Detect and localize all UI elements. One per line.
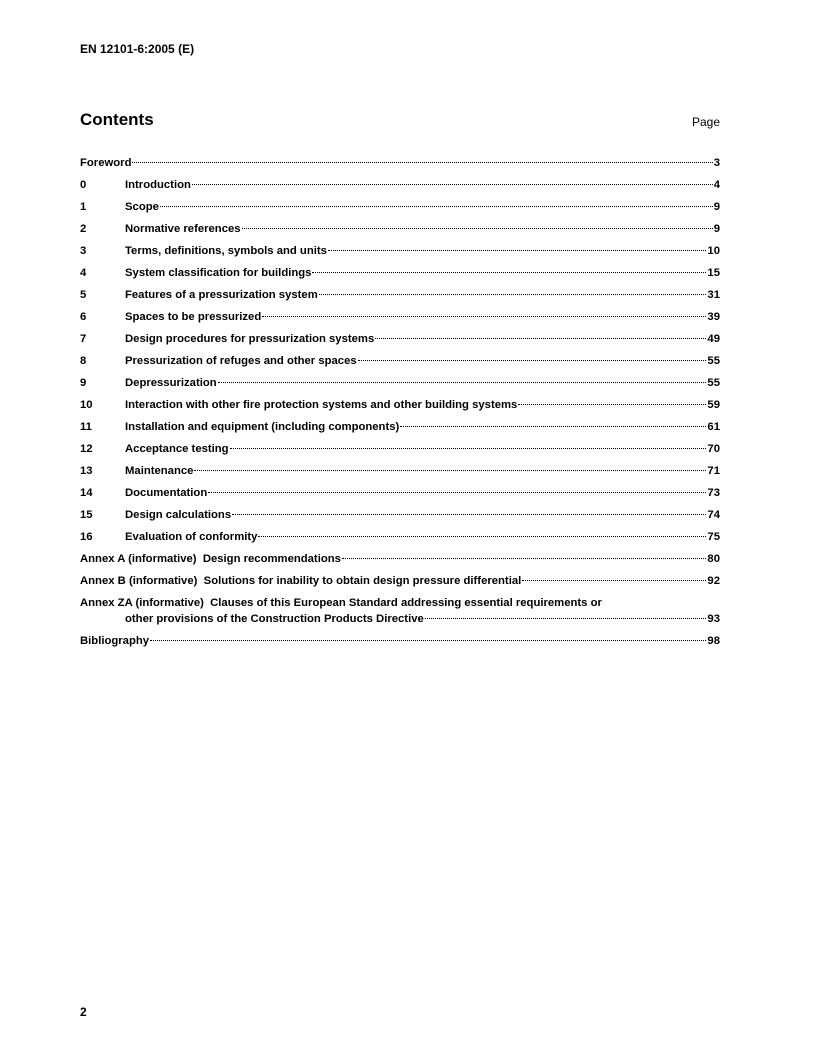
toc-entry-number: 13 (80, 465, 93, 477)
toc-entry-page: 4 (713, 179, 720, 191)
toc-entry-page: 75 (707, 531, 720, 543)
toc-leader-dots (375, 338, 706, 339)
toc-entry-foreword[interactable] (80, 157, 720, 179)
toc-leader-dots (230, 448, 707, 449)
toc-entry-page: 59 (707, 399, 720, 411)
toc-entry-page: 39 (707, 311, 720, 323)
toc-entry-page: 71 (707, 465, 720, 477)
toc-entry-number: 8 (80, 355, 87, 367)
document-id-header: EN 12101-6:2005 (E) (80, 42, 195, 56)
toc-entry-page: 74 (707, 509, 720, 521)
toc-leader-dots (425, 618, 707, 619)
toc-entry-number: 9 (80, 377, 87, 389)
toc-entry-section-1[interactable] (80, 201, 720, 223)
toc-entry-number: 12 (80, 443, 93, 455)
contents-title-row (80, 110, 720, 134)
toc-entry-text: Interaction with other fire protection systems and other building systems (125, 399, 518, 411)
toc-entry-page: 73 (707, 487, 720, 499)
toc-leader-dots (132, 162, 712, 163)
toc-leader-dots (262, 316, 706, 317)
toc-entry-page: 3 (713, 157, 720, 169)
toc-leader-dots (400, 426, 706, 427)
toc-leader-dots (242, 228, 713, 229)
toc-entry-page: 10 (707, 245, 720, 257)
toc-leader-dots (208, 492, 706, 493)
toc-entry-section-13[interactable] (80, 465, 720, 487)
toc-entry-text: Installation and equipment (including components) (125, 421, 400, 433)
toc-entry-number: 7 (80, 333, 87, 345)
toc-leader-dots (358, 360, 707, 361)
toc-entry-text-line1: Annex ZA (informative) Clauses of this European Standard addressing essential requirements or (80, 597, 602, 609)
toc-entry-page: 55 (707, 377, 720, 389)
toc-entry-page: 92 (707, 575, 720, 587)
toc-leader-dots (522, 580, 706, 581)
toc-entry-number: 16 (80, 531, 93, 543)
toc-entry-number: 3 (80, 245, 87, 257)
toc-entry-page: 98 (707, 635, 720, 647)
toc-entry-bibliography[interactable] (80, 635, 720, 657)
toc-entry-section-7[interactable] (80, 333, 720, 355)
toc-entry-text: System classification for buildings (125, 267, 312, 279)
toc-leader-dots (192, 184, 713, 185)
toc-entry-text: Design procedures for pressurization systems (125, 333, 375, 345)
toc-entry-number: 4 (80, 267, 87, 279)
toc-leader-dots (319, 294, 707, 295)
toc-entry-section-12[interactable] (80, 443, 720, 465)
toc-entry-annex-a[interactable] (80, 553, 720, 575)
toc-entry-section-8[interactable] (80, 355, 720, 377)
toc-entry-section-5[interactable] (80, 289, 720, 311)
toc-entry-text: Foreword (80, 157, 132, 169)
toc-entry-annex-b[interactable] (80, 575, 720, 597)
toc-entry-text: Evaluation of conformity (125, 531, 258, 543)
toc-entry-number: 10 (80, 399, 93, 411)
toc-entry-text: Pressurization of refuges and other spaces (125, 355, 357, 367)
toc-leader-dots (312, 272, 706, 273)
toc-sections (80, 179, 720, 553)
toc-entry-text: Maintenance (125, 465, 194, 477)
toc-leader-dots (342, 558, 707, 559)
toc-entry-text: Spaces to be pressurized (125, 311, 262, 323)
toc-entry-page: 70 (707, 443, 720, 455)
toc-entry-text: Depressurization (125, 377, 217, 389)
toc-entry-text: Documentation (125, 487, 208, 499)
toc-entry-page: 49 (707, 333, 720, 345)
toc-entry-page: 80 (707, 553, 720, 565)
toc-entry-section-0[interactable] (80, 179, 720, 201)
toc-entry-page: 15 (707, 267, 720, 279)
toc-entry-line2 (80, 613, 720, 635)
page-number: 2 (80, 1005, 87, 1019)
toc-leader-dots (218, 382, 707, 383)
toc-entry-number: 2 (80, 223, 87, 235)
toc-entry-page: 55 (707, 355, 720, 367)
toc-entry-section-9[interactable] (80, 377, 720, 399)
toc-leader-dots (232, 514, 706, 515)
toc-entry-page: 93 (707, 613, 720, 625)
toc-leader-dots (160, 206, 713, 207)
toc-entry-number: 11 (80, 421, 92, 433)
toc-entry-number: 6 (80, 311, 87, 323)
toc-leader-dots (258, 536, 706, 537)
toc-entry-section-15[interactable] (80, 509, 720, 531)
toc-entry-section-16[interactable] (80, 531, 720, 553)
toc-entry-number: 0 (80, 179, 87, 191)
toc-entry-text: Features of a pressurization system (125, 289, 318, 301)
toc-entry-text: Bibliography (80, 635, 150, 647)
toc-entry-page: 31 (707, 289, 720, 301)
contents-title: Contents (80, 110, 154, 129)
page-column-label: Page (691, 115, 720, 129)
toc-entry-text: Design calculations (125, 509, 232, 521)
toc-leader-dots (328, 250, 707, 251)
toc-entry-text: Scope (125, 201, 159, 213)
toc-entry-section-11[interactable] (80, 421, 720, 443)
toc-entry-page: 9 (713, 201, 720, 213)
toc-entry-section-2[interactable] (80, 223, 720, 245)
toc-leader-dots (518, 404, 706, 405)
toc-entry-section-14[interactable] (80, 487, 720, 509)
toc-entry-section-3[interactable] (80, 245, 720, 267)
toc-entry-text: Annex B (informative) Solutions for inability to obtain design pressure differential (80, 575, 522, 587)
toc-entry-page: 9 (713, 223, 720, 235)
toc-entry-text: Normative references (125, 223, 241, 235)
toc-entry-text: Acceptance testing (125, 443, 229, 455)
table-of-contents (80, 157, 720, 657)
toc-entry-number: 15 (80, 509, 93, 521)
toc-entry-text: Terms, definitions, symbols and units (125, 245, 327, 257)
toc-leader-dots (150, 640, 706, 641)
toc-entry-number: 14 (80, 487, 93, 499)
toc-entry-section-4[interactable] (80, 267, 720, 289)
toc-entry-section-10[interactable] (80, 399, 720, 421)
toc-entry-text: Annex A (informative) Design recommendations (80, 553, 341, 565)
toc-entry-number: 5 (80, 289, 87, 301)
toc-entry-text: Introduction (125, 179, 191, 191)
toc-entry-text-line2: other provisions of the Construction Products Directive (125, 613, 424, 625)
toc-entry-page: 61 (707, 421, 720, 433)
toc-leader-dots (194, 470, 706, 471)
toc-entry-number: 1 (80, 201, 87, 213)
toc-entry-annex-za[interactable] (80, 597, 720, 635)
toc-entry-section-6[interactable] (80, 311, 720, 333)
